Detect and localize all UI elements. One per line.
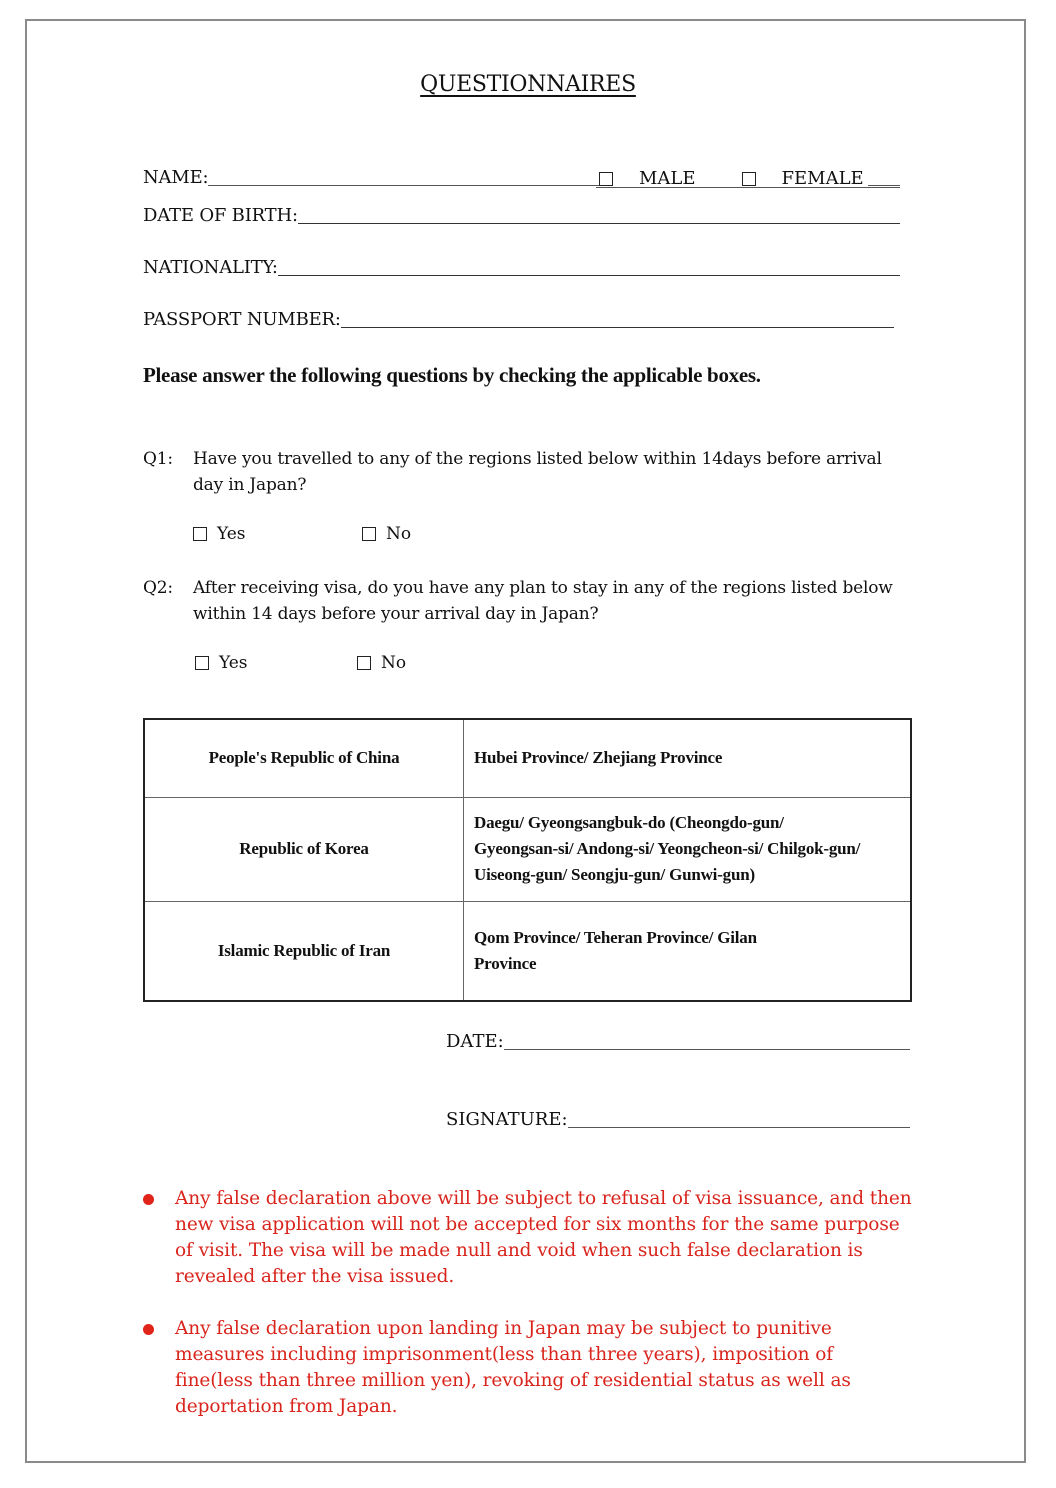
nationality-label: NATIONALITY: <box>143 257 278 278</box>
q1-yes-checkbox[interactable] <box>193 527 207 541</box>
female-checkbox[interactable] <box>742 172 756 186</box>
date-label: DATE: <box>446 1031 504 1052</box>
regions-text: Qom Province/ Teheran Province/ Gilan Province <box>474 927 757 973</box>
q1-no-label: No <box>386 524 412 544</box>
nationality-line[interactable] <box>278 274 900 276</box>
table-row <box>144 901 911 1001</box>
question-2-text: After receiving visa, do you have any plan to stay in any of the regions listed below within 14 days before your arrival day in Japan? <box>193 578 893 624</box>
signature-label: SIGNATURE: <box>446 1109 568 1130</box>
notice-1 <box>143 1186 913 1290</box>
q1-no-checkbox[interactable] <box>362 527 376 541</box>
q2-yes-label: Yes <box>219 653 248 673</box>
name-label: NAME: <box>143 167 209 188</box>
name-line-right <box>596 187 900 188</box>
regions-text: Daegu/ Gyeongsangbuk-do (Cheongdo-gun/ Gyeongsan-si/ Andong-si/ Yeongcheon-si/ Chilgok-gun/ Uiseong-gun/ Seongju-gun/ Gunwi-gun) <box>474 813 861 884</box>
dob-field[interactable] <box>143 205 900 226</box>
q1-yes-label: Yes <box>217 524 246 544</box>
question-1-number: Q1: <box>143 449 173 469</box>
table-row <box>144 797 911 901</box>
signature-field[interactable] <box>446 1109 910 1130</box>
regions-cell <box>464 901 912 1001</box>
nationality-field[interactable] <box>143 257 900 278</box>
notice-2-text: Any false declaration upon landing in Japan may be subject to punitive measures including imprisonment(less than three years), imposition of fine(less than three million yen), revoking of residential status as well as deportation from Japan. <box>175 1318 851 1417</box>
regions-cell: Hubei Province/ Zhejiang Province <box>464 719 912 797</box>
bullet-icon <box>143 1324 154 1335</box>
q1-yes-option[interactable] <box>193 524 246 544</box>
document-title: QUESTIONNAIRES <box>420 72 636 97</box>
question-2-number: Q2: <box>143 578 173 598</box>
dob-label: DATE OF BIRTH: <box>143 205 298 226</box>
instruction-text: Please answer the following questions by checking the applicable boxes. <box>143 363 761 387</box>
country-cell: Republic of Korea <box>144 797 464 901</box>
date-line[interactable] <box>504 1049 910 1050</box>
q2-yes-checkbox[interactable] <box>195 656 209 670</box>
male-label: MALE <box>639 168 696 189</box>
q2-no-checkbox[interactable] <box>357 656 371 670</box>
passport-line[interactable] <box>341 326 894 328</box>
question-1 <box>143 446 913 498</box>
question-1-text: Have you travelled to any of the regions listed below within 14days before arrival day in Japan? <box>193 449 882 495</box>
bullet-icon <box>143 1194 154 1205</box>
notice-2 <box>143 1316 913 1420</box>
country-cell: People's Republic of China <box>144 719 464 797</box>
table-row <box>144 719 911 797</box>
q2-no-label: No <box>381 653 407 673</box>
q2-yes-option[interactable] <box>195 653 248 673</box>
dob-line[interactable] <box>298 222 900 224</box>
male-checkbox[interactable] <box>599 172 613 186</box>
q2-no-option[interactable] <box>357 653 406 673</box>
notice-1-text: Any false declaration above will be subject to refusal of visa issuance, and then new visa application will not be accepted for six months for the same purpose of visit. The visa will be made null and void when such false declaration is revealed after the visa issued. <box>175 1188 912 1287</box>
regions-cell <box>464 797 912 901</box>
signature-line[interactable] <box>568 1127 910 1128</box>
country-cell: Islamic Republic of Iran <box>144 901 464 1001</box>
q1-no-option[interactable] <box>362 524 411 544</box>
passport-field[interactable] <box>143 309 894 330</box>
question-2 <box>143 575 913 627</box>
passport-label: PASSPORT NUMBER: <box>143 309 341 330</box>
gender-options <box>599 168 868 189</box>
regions-table <box>143 718 912 1002</box>
female-label: FEMALE <box>781 168 864 189</box>
date-field[interactable] <box>446 1031 910 1052</box>
